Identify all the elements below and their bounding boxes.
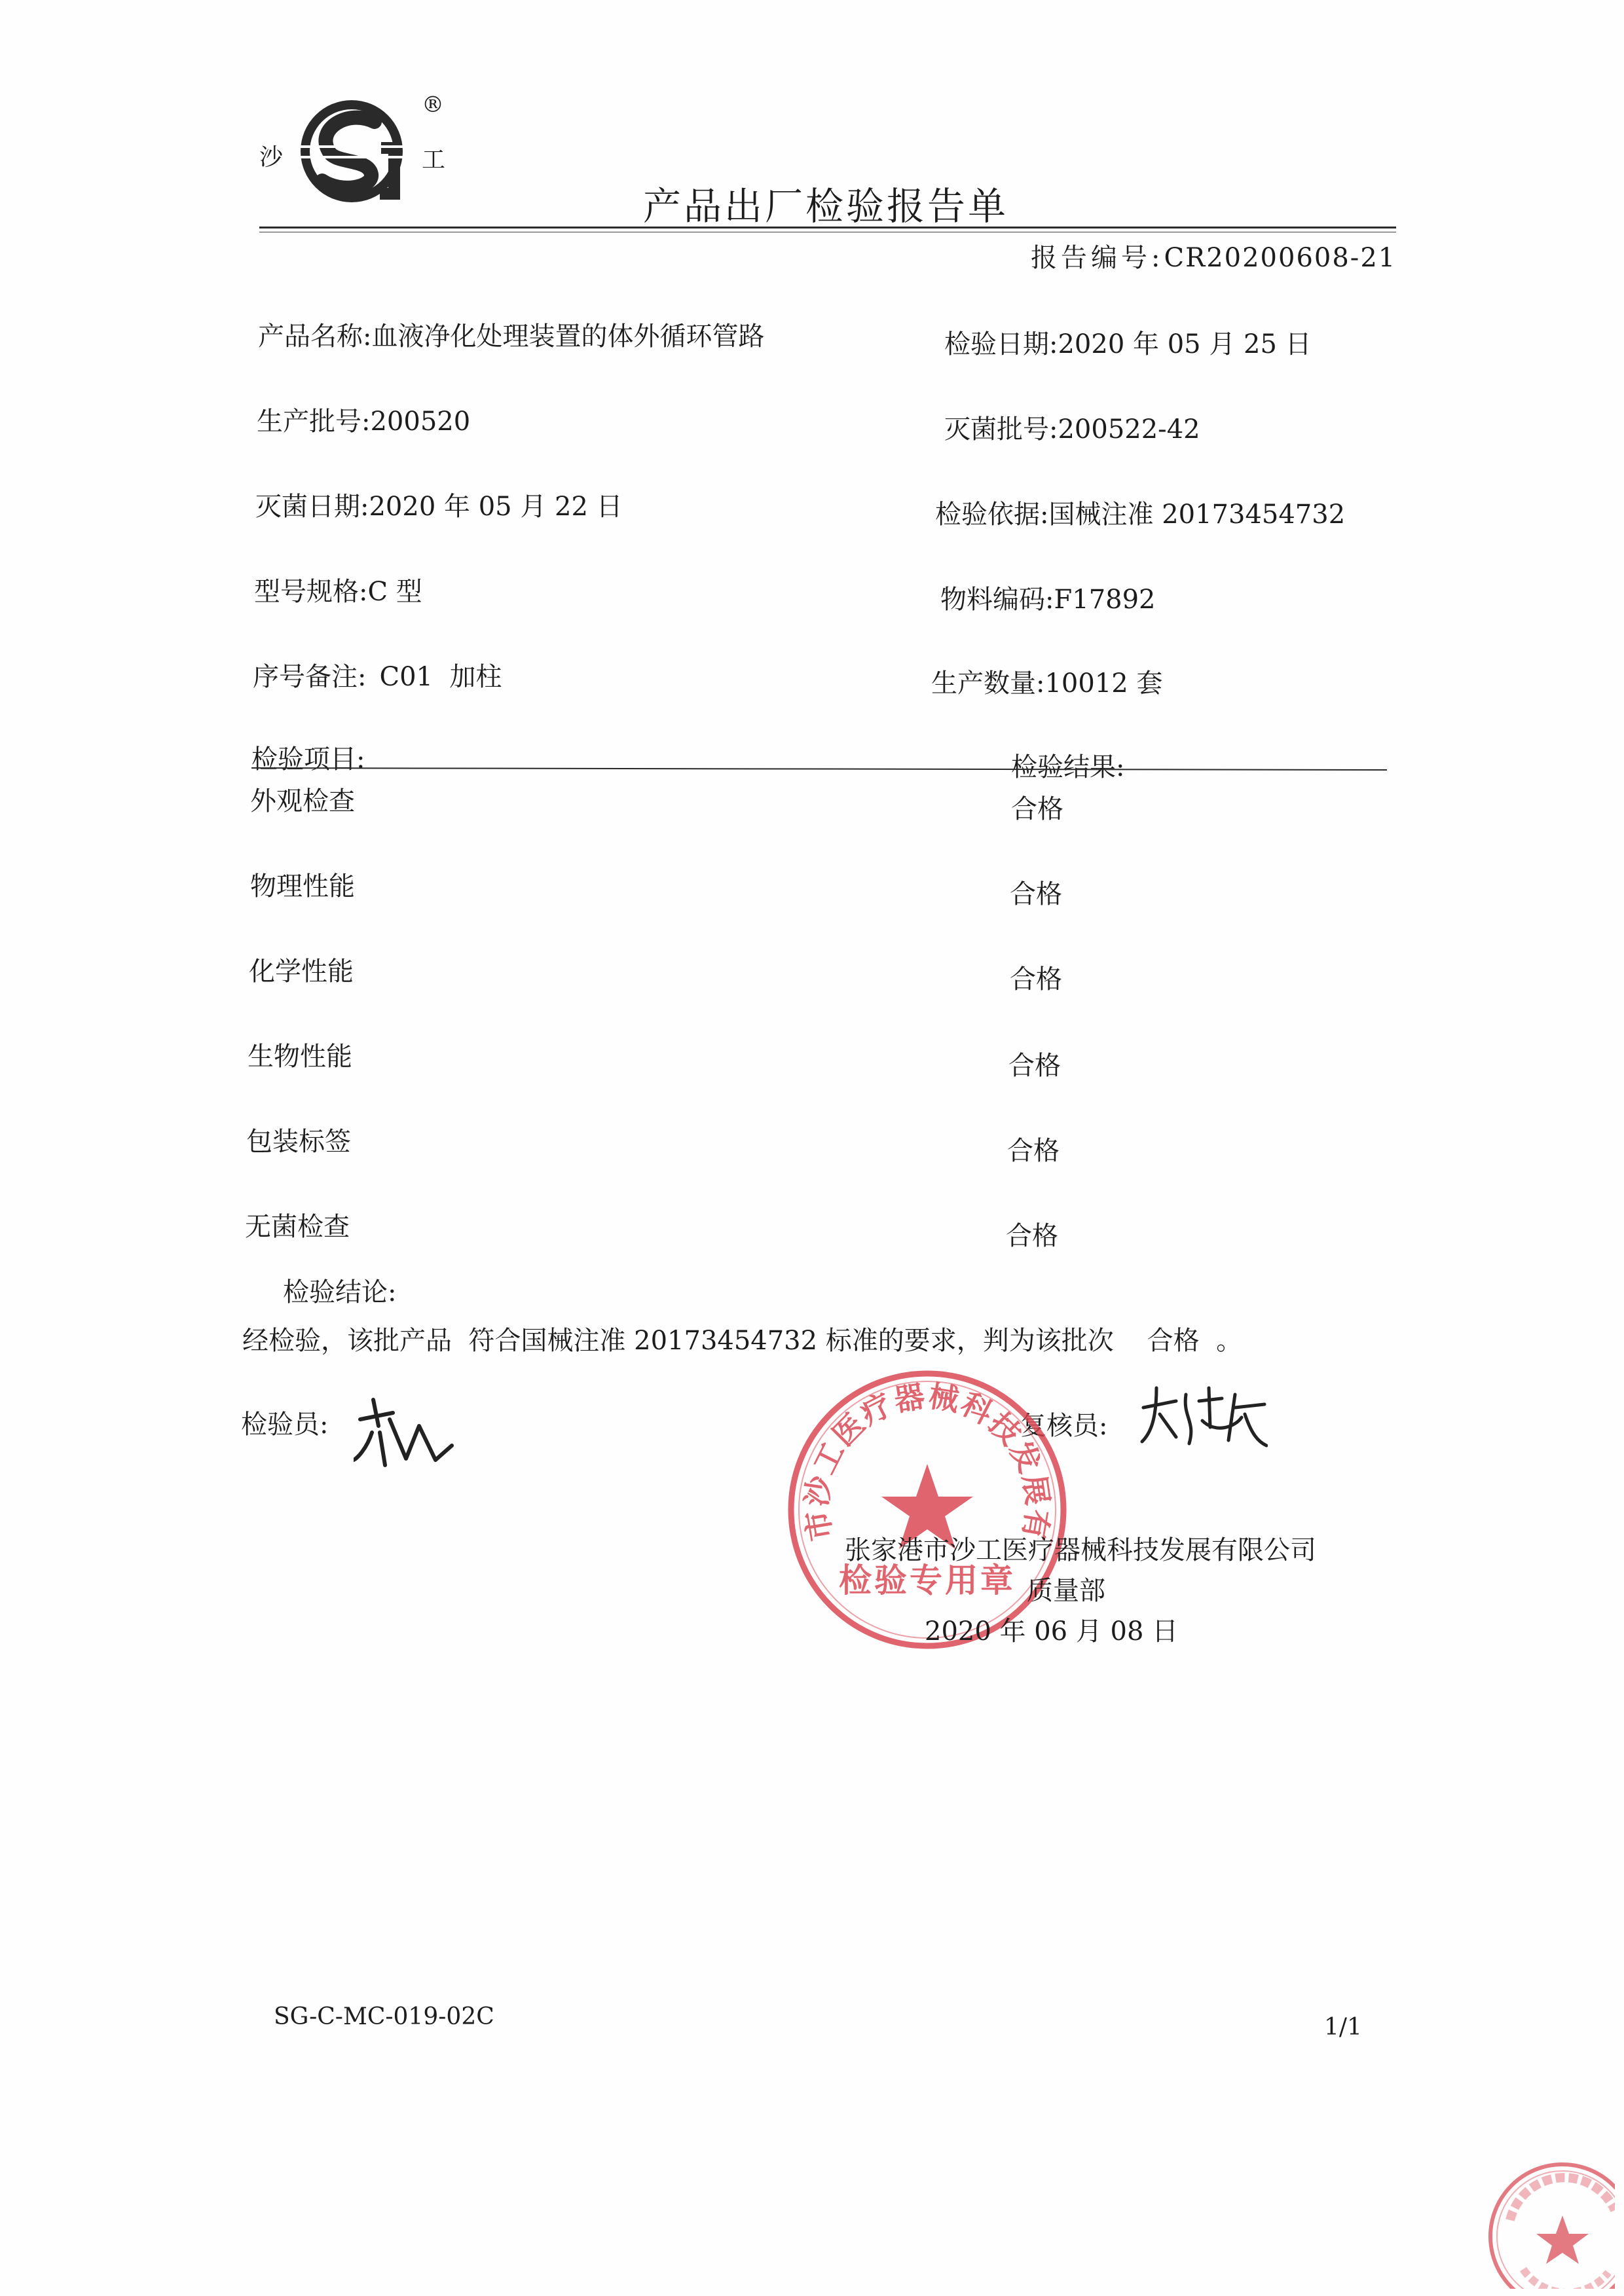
table-row-item: 无菌检查: [245, 1212, 350, 1242]
field-inspection-date: [944, 323, 1312, 361]
document-code: SG-C-MC-019-02C: [274, 2003, 494, 2030]
field-model: [254, 571, 422, 608]
field-sterilization-date: [255, 486, 623, 523]
field-label: 检验日期:: [944, 329, 1058, 359]
logo-left-char: 沙: [259, 144, 284, 171]
items-header: 检验项目:: [251, 744, 365, 774]
title-rule: [259, 227, 1396, 228]
table-row-item: 外观检查: [250, 786, 355, 816]
field-value: 200522-42: [1058, 414, 1200, 445]
table-row-result: 合格: [1008, 1051, 1061, 1081]
field-label: 物料编码:: [940, 585, 1054, 615]
field-value: 国械注准 20173454732: [1048, 500, 1346, 530]
results-header: 检验结果:: [1011, 752, 1125, 782]
inspector-label: 检验员:: [241, 1410, 329, 1440]
field-value: C 型: [367, 577, 422, 607]
table-row-item: 物理性能: [250, 871, 355, 902]
issuer-company: 张家港市沙工医疗器械科技发展有限公司: [845, 1535, 1316, 1565]
edge-seal-icon: [1477, 2158, 1615, 2289]
conclusion-text: 经检验，该批产品 符合国械注准 20173454732 标准的要求，判为该批次 合格 。: [242, 1326, 1243, 1356]
field-product-name: [258, 316, 764, 353]
table-row-item: 化学性能: [249, 957, 354, 987]
field-value: F17892: [1054, 585, 1156, 615]
table-row-result: 合格: [1006, 1221, 1058, 1251]
seal-subtext: 检验专用章: [839, 1561, 1016, 1599]
inspector-signature-icon: [354, 1387, 458, 1472]
field-value: 2020 年 05 月 25 日: [1058, 329, 1312, 359]
table-row-result: 合格: [1007, 1136, 1060, 1166]
reviewer-label: 复核员:: [1020, 1411, 1108, 1441]
logo-right-char: 工: [422, 147, 446, 173]
field-sterilization-batch: [944, 409, 1200, 446]
report-number-label: 报告编号:: [1031, 243, 1164, 273]
table-header-rule: [251, 767, 1387, 771]
field-label: 灭菌批号:: [944, 414, 1058, 445]
table-row-result: 合格: [1010, 964, 1062, 994]
company-logo: [296, 96, 407, 207]
field-material-code: [940, 579, 1155, 616]
conclusion-label: 检验结论:: [283, 1277, 397, 1307]
field-value: C01 加柱: [379, 662, 502, 692]
field-batch-no: [257, 401, 470, 438]
reviewer-signature-icon: [1137, 1381, 1268, 1453]
issuer-date: 2020 年 06 月 08 日: [925, 1616, 1179, 1647]
sg-logo-icon: [296, 96, 407, 207]
page-number: 1/1: [1324, 2014, 1362, 2041]
partial-edge-seal: [1477, 2158, 1615, 2289]
field-label: 生产数量:: [931, 668, 1045, 699]
field-label: 产品名称:: [258, 321, 372, 352]
field-value: 血液净化处理装置的体外循环管路: [371, 321, 765, 352]
table-row-item: 生物性能: [248, 1042, 352, 1072]
field-label: 灭菌日期:: [255, 492, 369, 522]
field-value: 2020 年 05 月 22 日: [369, 492, 623, 522]
report-number-value: CR20200608-21: [1164, 243, 1397, 273]
page-title: 产品出厂检验报告单: [643, 184, 1009, 228]
table-row-item: 包装标签: [246, 1127, 351, 1157]
field-serial-note: [253, 656, 502, 693]
inspector-signature: [354, 1387, 458, 1472]
field-label: 序号备注:: [253, 662, 367, 692]
seal-text: 市沙工医疗器械科技发展有: [798, 1378, 1056, 1544]
field-label: 检验依据:: [935, 500, 1049, 530]
report-number: [1031, 237, 1396, 274]
table-row-result: 合格: [1011, 794, 1063, 824]
field-basis: [935, 494, 1345, 531]
field-label: 型号规格:: [254, 577, 368, 607]
issuer-department: 质量部: [1027, 1576, 1105, 1606]
registered-mark: ®: [422, 92, 444, 118]
field-value: 200520: [370, 407, 471, 437]
field-value: 10012 套: [1044, 668, 1163, 699]
table-row-result: 合格: [1010, 879, 1062, 909]
field-quantity: [931, 663, 1162, 700]
reviewer-signature: [1137, 1381, 1268, 1453]
field-label: 生产批号:: [257, 407, 371, 437]
